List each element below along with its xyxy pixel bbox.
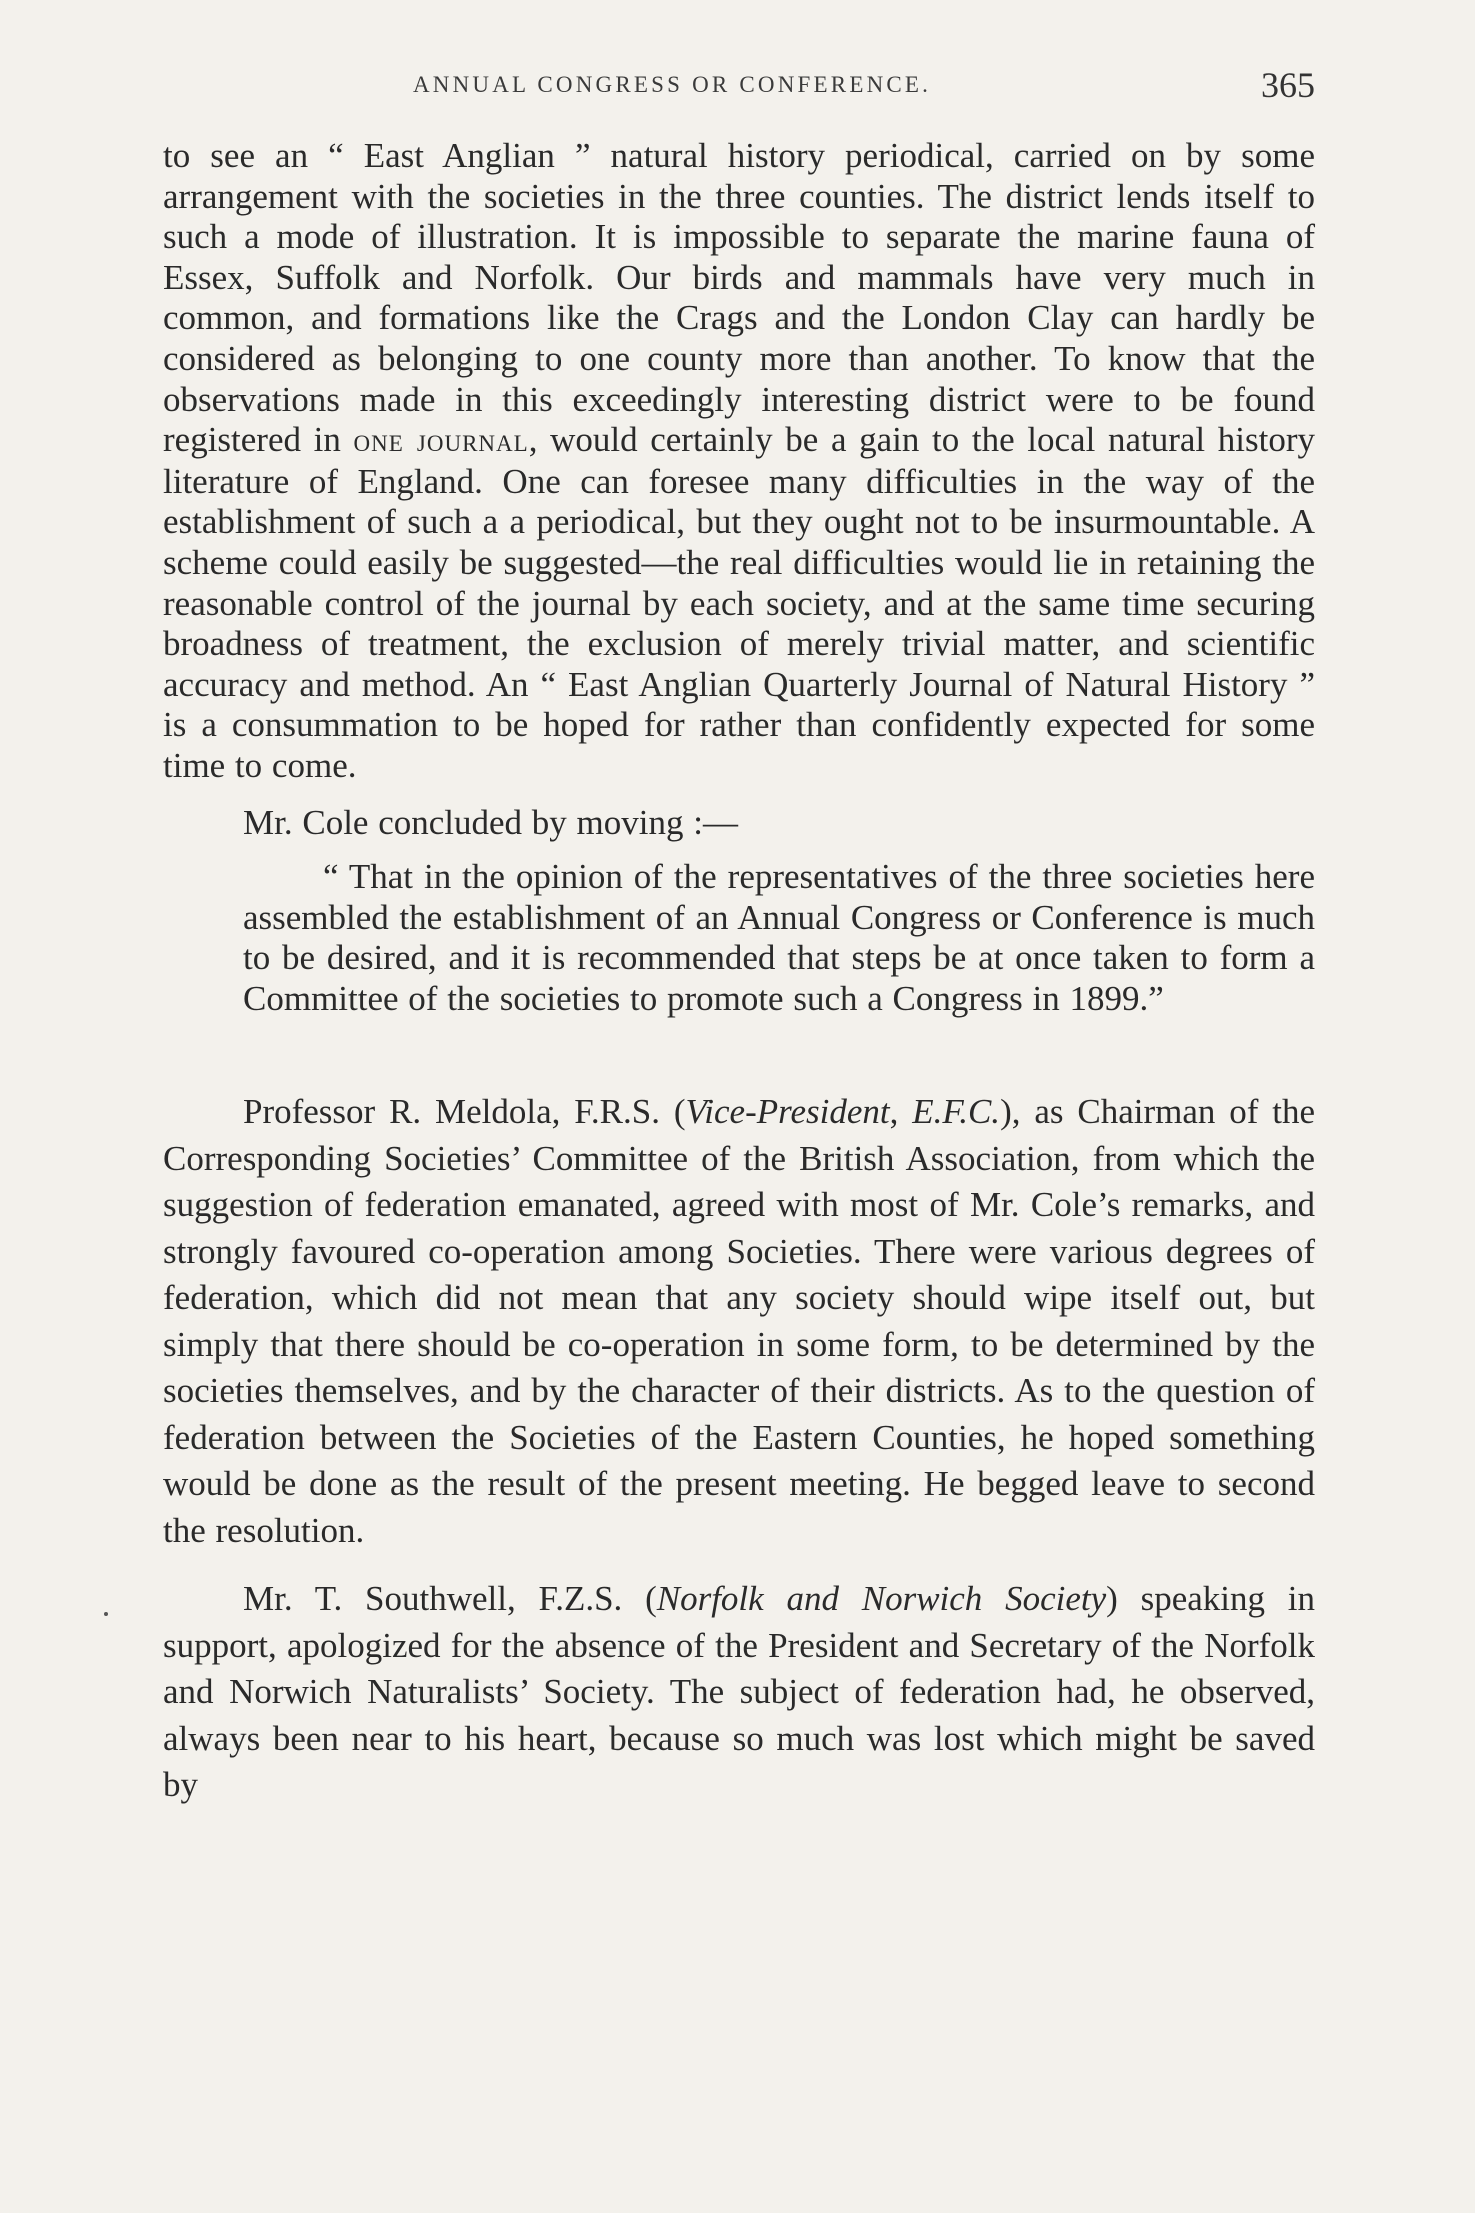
paragraph-southwell (163, 1576, 1315, 1809)
page-number: 365 (1261, 65, 1315, 105)
italic-run: E.F.C. (912, 1092, 1001, 1132)
paragraph-east-anglian (163, 136, 1315, 787)
resolution-quote: “ That in the opinion of the representatives of the three societies here assembled the establishment of an Annual Congress or Conference is much to be desired, and it is recommended that steps be at once taken to form a Committee of the societies to promote such a Congress in 1899.” (243, 857, 1315, 1018)
text-run: ) speaking in support, apologized for the absence of the President and Secretary of the Norfolk and Norwich Naturalists’ Society. The subject of federation had, he observed, always been near to his heart, because so much was lost which might be saved by (163, 1579, 1316, 1805)
small-caps-run: one journal (353, 423, 529, 460)
running-head (163, 66, 1315, 116)
text-run: to see an “ East Anglian ” natural history periodical, carried on by some arrangement with the societies in the three counties. The district lends itself to such a mode of illustration. It is impossible to separate the marine fauna of Essex, Suffolk and Norfolk. Our birds and mammals have very much in common, and formations like the Crags and the London Clay can hardly be considered as belonging to one county more than another. To know that the observations made in this exceedingly interesting district were to be found registered in (163, 136, 1315, 460)
text-run: , would certainly be a gain to the local natural history literature of England. One can foresee many difficulties in the way of the establishment of such a a periodical, but they ought not to be insurmountable. A scheme could easily be suggested—the real difficulties would lie in retaining the reasonable control of the journal by each society, and at the same time securing broadness of treatment, the exclusion of merely trivial matter, and scientific accuracy and method. An “ East Anglian Quarterly Journal of Natural History ” is a consummation to be hoped for rather than confidently expected for some time to come. (163, 420, 1315, 785)
running-title: ANNUAL CONGRESS OR CONFERENCE. (413, 72, 932, 97)
italic-run: Vice-President (685, 1092, 890, 1132)
italic-run: Norfolk and Norwich Society (656, 1579, 1107, 1619)
paragraph-cole-moving: Mr. Cole concluded by moving :— (243, 802, 738, 842)
text-run: ), as Chairman of the Corresponding Societies’ Committee of the British Association, from which the suggestion of federation emanated, agreed with most of Mr. Cole’s remarks, and strongly favoured co-operation among Societies. There were various degrees of federation, which did not mean that any society should wipe itself out, but simply that there should be co-operation in some form, to be determined by the societies themselves, and by the character of their districts. As to the question of federation between the Societies of the Eastern Counties, he hoped something would be done as the result of the present meeting. He begged leave to second the resolution. (163, 1092, 1315, 1550)
margin-speck (104, 1612, 108, 1616)
text-run: , (889, 1092, 913, 1132)
text-run: Professor R. Meldola, F.R.S. ( (243, 1092, 686, 1132)
text-run: Mr. T. Southwell, F.Z.S. ( (243, 1579, 657, 1619)
paragraph-meldola (163, 1089, 1315, 1554)
body-text (163, 136, 1315, 1809)
